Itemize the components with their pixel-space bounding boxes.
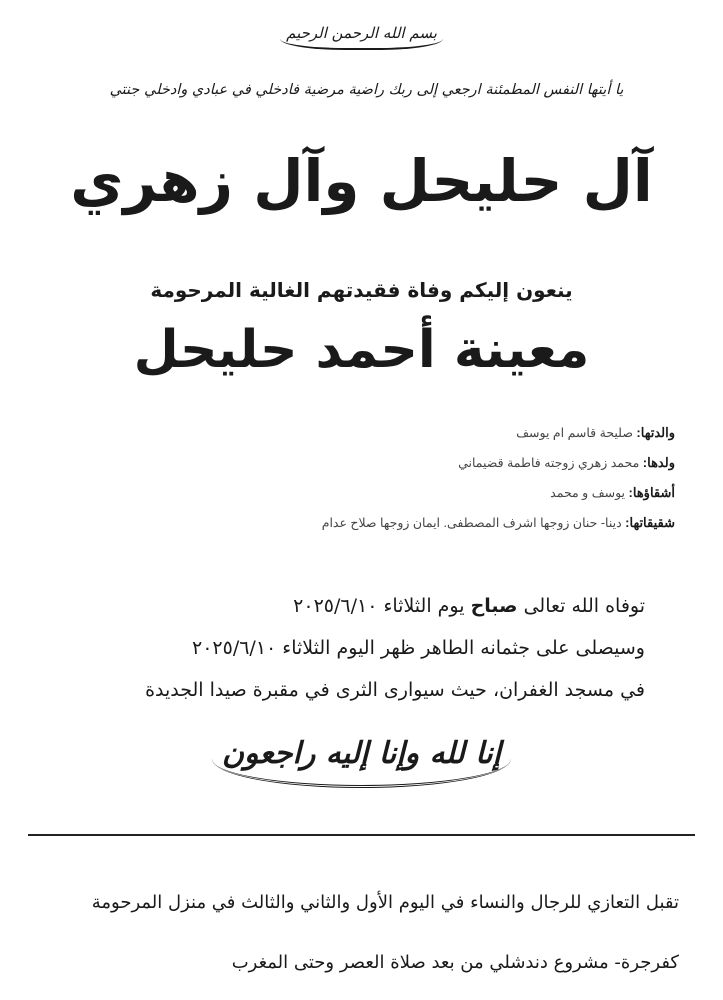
burial-line: في مسجد الغفران، حيث سيوارى الثرى في مقبرة صيدا الجديدة xyxy=(145,679,645,701)
death-line-suffix: يوم الثلاثاء ٢٠٢٥/٦/١٠ xyxy=(293,595,465,617)
quran-verse: يا أيتها النفس المطمئنة ارجعي إلى ربك راضية مرضية فادخلي في عبادي وادخلي جنتي xyxy=(109,82,624,98)
condolence-line-2: كفرجرة- مشروع دندشلي من بعد صلاة العصر وحتى المغرب xyxy=(231,952,679,973)
funeral-details xyxy=(60,585,645,711)
relative-label: شقيقاتها: xyxy=(625,515,675,530)
relatives-list xyxy=(60,418,675,538)
relative-value: صليحة قاسم ام يوسف xyxy=(516,426,633,440)
announcement-line: ينعون إليكم وفاة فقيدتهم الغالية المرحومة xyxy=(150,278,573,302)
inna-lillah-text: إنا لله وإنا إليه راجعون xyxy=(212,730,511,788)
basmala-calligraphy xyxy=(0,22,723,50)
relative-value: يوسف و محمد xyxy=(550,486,626,500)
relative-row-sisters xyxy=(60,508,675,538)
families-heading: آل حليحل وآل زهري xyxy=(70,147,653,215)
relative-value: دينا- حنان زوجها اشرف المصطفى. ايمان زوجها صلاح عدام xyxy=(321,516,622,530)
relative-label: أشقاؤها: xyxy=(628,485,675,500)
death-date-line xyxy=(60,585,645,627)
relative-value: محمد زهري زوجته فاطمة قضيماني xyxy=(458,456,640,470)
relative-row-brothers xyxy=(60,478,675,508)
relative-row-mother xyxy=(60,418,675,448)
condolence-info xyxy=(36,873,679,993)
basmala-text: بسم الله الرحمن الرحيم xyxy=(280,22,443,50)
relative-label: ولدها: xyxy=(642,455,675,470)
deceased-name: معينة أحمد حليحل xyxy=(133,320,590,380)
relative-row-son xyxy=(60,448,675,478)
death-line-emphasis: صباح xyxy=(470,595,518,617)
prayer-line: وسيصلى على جثمانه الطاهر ظهر اليوم الثلاثاء ٢٠٢٥/٦/١٠ xyxy=(192,637,645,659)
relative-label: والدتها: xyxy=(636,425,675,440)
condolence-line-1: تقبل التعازي للرجال والنساء في اليوم الأول والثاني والثالث في منزل المرحومة xyxy=(91,892,679,913)
section-divider xyxy=(28,834,695,836)
death-line-prefix: توفاه الله تعالى xyxy=(523,595,645,617)
inna-lillah-calligraphy xyxy=(0,730,723,788)
